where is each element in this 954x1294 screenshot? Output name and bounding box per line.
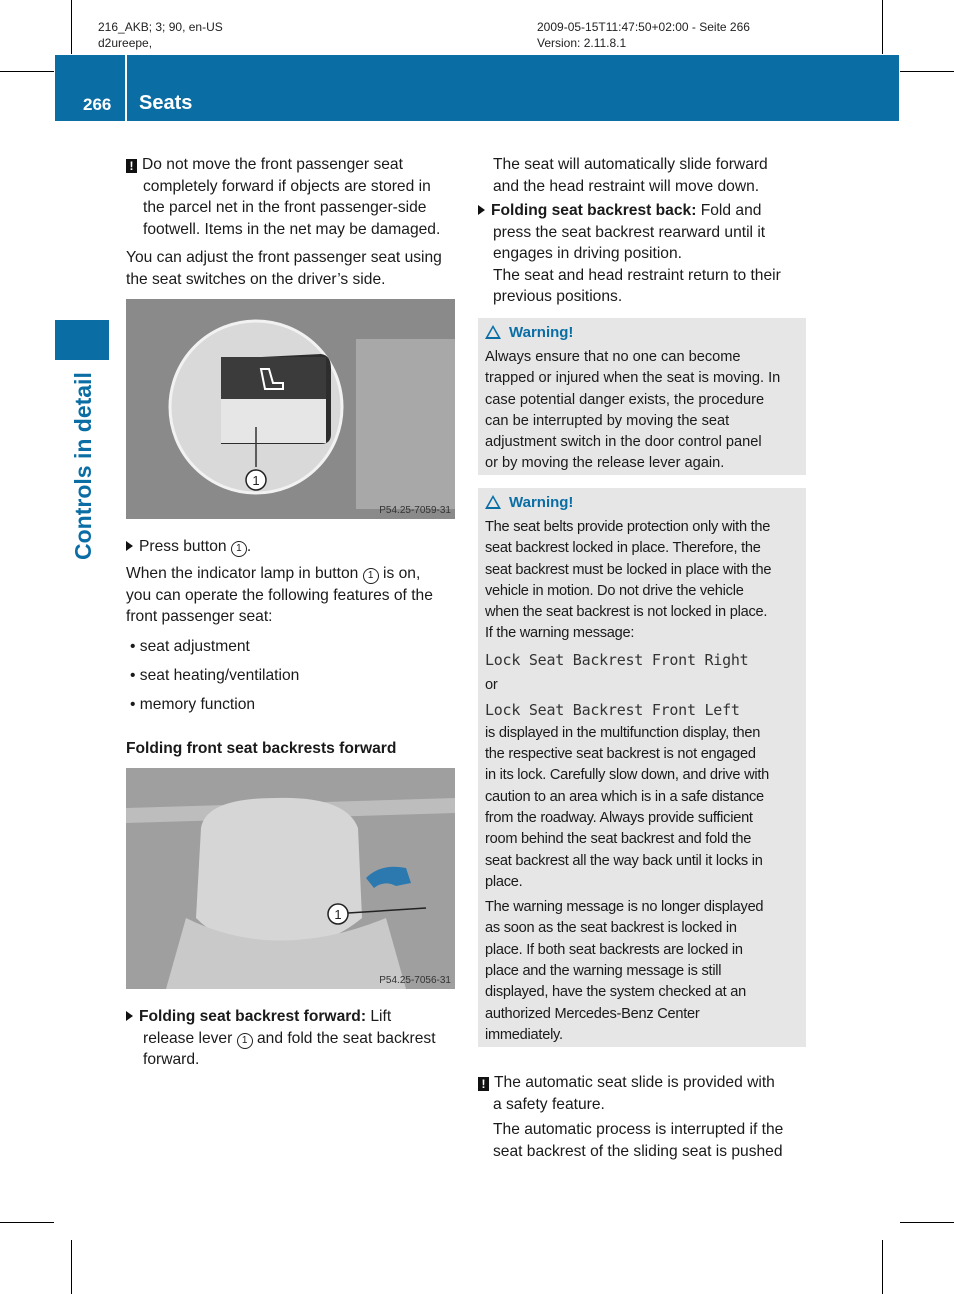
text: previous positions. bbox=[493, 288, 623, 305]
crop-mark bbox=[882, 0, 883, 54]
crop-mark bbox=[900, 71, 954, 72]
text: The seat belts provide protection only with the bbox=[485, 519, 771, 535]
crop-mark bbox=[0, 71, 54, 72]
text: Fold and bbox=[700, 202, 762, 219]
meta-line: d2ureepe, bbox=[98, 36, 153, 50]
text: Folding seat backrest forward: bbox=[139, 1008, 367, 1025]
image-code: P54.25-7056-31 bbox=[379, 975, 451, 986]
warning-title bbox=[485, 494, 573, 511]
text: completely forward if objects are stored in bbox=[143, 177, 431, 195]
header-separator bbox=[125, 55, 127, 121]
meta-line: 216_AKB; 3; 90, en-US bbox=[98, 20, 223, 34]
seat-switch-illustration bbox=[126, 299, 455, 519]
text: The automatic process is interrupted if the bbox=[493, 1121, 784, 1138]
list-item: • seat adjustment bbox=[130, 638, 250, 655]
text: place and the warning message is still bbox=[485, 963, 722, 980]
crop-mark bbox=[71, 0, 72, 54]
warning-triangle-icon bbox=[485, 325, 501, 339]
text: seat backrest all the way back until it locks in bbox=[485, 852, 763, 869]
page-number: 266 bbox=[83, 95, 112, 114]
text: the seat switches on the driver’s side. bbox=[126, 270, 386, 288]
text: displayed, have the system checked at an bbox=[485, 984, 746, 1001]
step-arrow-icon bbox=[478, 205, 485, 215]
text: is on, bbox=[383, 565, 421, 582]
warning-text bbox=[485, 347, 803, 475]
section-title: Seats bbox=[139, 92, 193, 114]
meta-line: Version: 2.11.8.1 bbox=[537, 36, 627, 50]
text: is displayed in the multifunction display, then bbox=[485, 724, 761, 741]
warning-triangle-icon bbox=[485, 495, 501, 509]
text: engages in driving position. bbox=[493, 245, 682, 262]
step-arrow-icon bbox=[126, 1011, 133, 1021]
crop-mark bbox=[71, 1240, 72, 1294]
exclamation-icon: ! bbox=[126, 159, 137, 173]
text: The seat and head restraint return to their bbox=[493, 266, 781, 284]
callout-1-icon: 1 bbox=[363, 568, 379, 584]
text: seat backrest of the sliding seat is pushed bbox=[493, 1142, 783, 1160]
text: Always ensure that no one can become bbox=[485, 349, 741, 365]
feature-list bbox=[126, 636, 299, 723]
display-message: Lock Seat Backrest Front Right bbox=[485, 650, 749, 669]
meta-line: 2009-05-15T11:47:50+02:00 - Seite 266 bbox=[537, 20, 750, 34]
text: release lever bbox=[143, 1029, 233, 1047]
text: memory function bbox=[139, 696, 256, 713]
text: immediately. bbox=[485, 1026, 563, 1043]
text: case potential danger exists, the procedure bbox=[485, 391, 765, 408]
crop-mark bbox=[0, 1222, 54, 1223]
callout-number: 1 bbox=[252, 473, 260, 488]
callout-number: 1 bbox=[334, 907, 342, 922]
step-press-button bbox=[126, 536, 461, 558]
exclamation-icon: ! bbox=[478, 1077, 489, 1091]
text: You can adjust the front passenger seat using bbox=[126, 249, 442, 266]
list-item: • memory function bbox=[130, 696, 256, 713]
warning-title bbox=[485, 324, 573, 341]
text: caution to an area which is in a safe distance bbox=[485, 788, 764, 805]
text: If the warning message: bbox=[485, 625, 635, 642]
text: forward. bbox=[143, 1051, 200, 1068]
warning-box-seat-belts bbox=[478, 488, 806, 1047]
print-meta-left bbox=[98, 19, 223, 51]
text: The automatic seat slide is provided with bbox=[494, 1074, 775, 1091]
sidebar-tab bbox=[55, 320, 109, 360]
subheading: Folding front seat backrests forward bbox=[126, 740, 397, 757]
text: trapped or injured when the seat is moving. In bbox=[485, 370, 781, 387]
text: The seat will automatically slide forward bbox=[493, 156, 768, 173]
text: When the indicator lamp in button bbox=[126, 565, 359, 582]
text: press the seat backrest rearward until it bbox=[493, 223, 766, 241]
text: or by moving the release lever again. bbox=[485, 455, 725, 472]
text: place. If both seat backrests are locked in bbox=[485, 941, 743, 958]
intro-paragraph bbox=[126, 247, 461, 290]
crop-mark bbox=[900, 1222, 954, 1223]
text: footwell. Items in the net may be damaged. bbox=[143, 220, 441, 238]
callout-1-icon: 1 bbox=[237, 1033, 253, 1049]
warning-box-seat-moving bbox=[478, 318, 806, 475]
text: when the seat backrest is not locked in place. bbox=[485, 604, 768, 621]
text: The warning message is no longer displayed bbox=[485, 899, 764, 916]
print-meta-right bbox=[537, 19, 750, 51]
text: . bbox=[246, 538, 252, 555]
text: and the head restraint will move down. bbox=[493, 177, 760, 195]
text: in its lock. Carefully slow down, and drive with bbox=[485, 767, 770, 784]
note-safety-feature bbox=[478, 1072, 813, 1162]
text: the parcel net in the front passenger-side bbox=[143, 199, 427, 216]
text: and fold the seat backrest bbox=[256, 1029, 436, 1047]
header-band bbox=[55, 55, 899, 121]
text: seat backrest must be locked in place with the bbox=[485, 561, 772, 578]
seat-switch-image bbox=[126, 299, 455, 519]
text: can be interrupted by moving the seat bbox=[485, 412, 730, 429]
step-arrow-icon bbox=[126, 541, 133, 551]
text: Press button bbox=[139, 538, 227, 555]
note-parcel-net bbox=[126, 154, 461, 240]
callout-1-icon: 1 bbox=[231, 541, 247, 557]
text: as soon as the seat backrest is locked in bbox=[485, 920, 737, 937]
list-item: • seat heating/ventilation bbox=[130, 667, 300, 684]
text: or bbox=[485, 676, 498, 693]
text: place. bbox=[485, 873, 523, 890]
text: Warning! bbox=[509, 324, 574, 341]
text: authorized Mercedes-Benz Center bbox=[485, 1005, 700, 1022]
warning-text bbox=[485, 517, 803, 1046]
text: room behind the seat backrest and fold the bbox=[485, 831, 752, 848]
step-fold-back bbox=[478, 200, 813, 308]
text: Lift bbox=[370, 1008, 392, 1025]
image-code: P54.25-7059-31 bbox=[379, 505, 451, 516]
text: adjustment switch in the door control panel bbox=[485, 434, 762, 451]
crop-mark bbox=[882, 1240, 883, 1294]
text: seat backrest locked in place. Therefore, the bbox=[485, 540, 761, 557]
text: seat adjustment bbox=[139, 638, 250, 655]
text: Warning! bbox=[509, 494, 574, 511]
text: Folding seat backrest back: bbox=[491, 202, 697, 219]
step-fold-forward bbox=[126, 1006, 466, 1071]
text: the respective seat backrest is not engaged bbox=[485, 746, 756, 763]
text: Do not move the front passenger seat bbox=[142, 156, 403, 173]
display-message: Lock Seat Backrest Front Left bbox=[485, 700, 740, 719]
auto-slide-paragraph bbox=[493, 154, 813, 197]
headrest-image bbox=[126, 768, 455, 989]
text: seat heating/ventilation bbox=[139, 667, 300, 684]
text: you can operate the following features of the bbox=[126, 586, 433, 604]
indicator-paragraph bbox=[126, 563, 466, 628]
text: a safety feature. bbox=[493, 1095, 605, 1113]
text: vehicle in motion. Do not drive the vehicle bbox=[485, 582, 744, 599]
text: front passenger seat: bbox=[126, 608, 273, 625]
sidebar-chapter-label: Controls in detail bbox=[70, 372, 96, 560]
text: from the roadway. Always provide sufficient bbox=[485, 809, 753, 826]
headrest-illustration bbox=[126, 768, 455, 989]
